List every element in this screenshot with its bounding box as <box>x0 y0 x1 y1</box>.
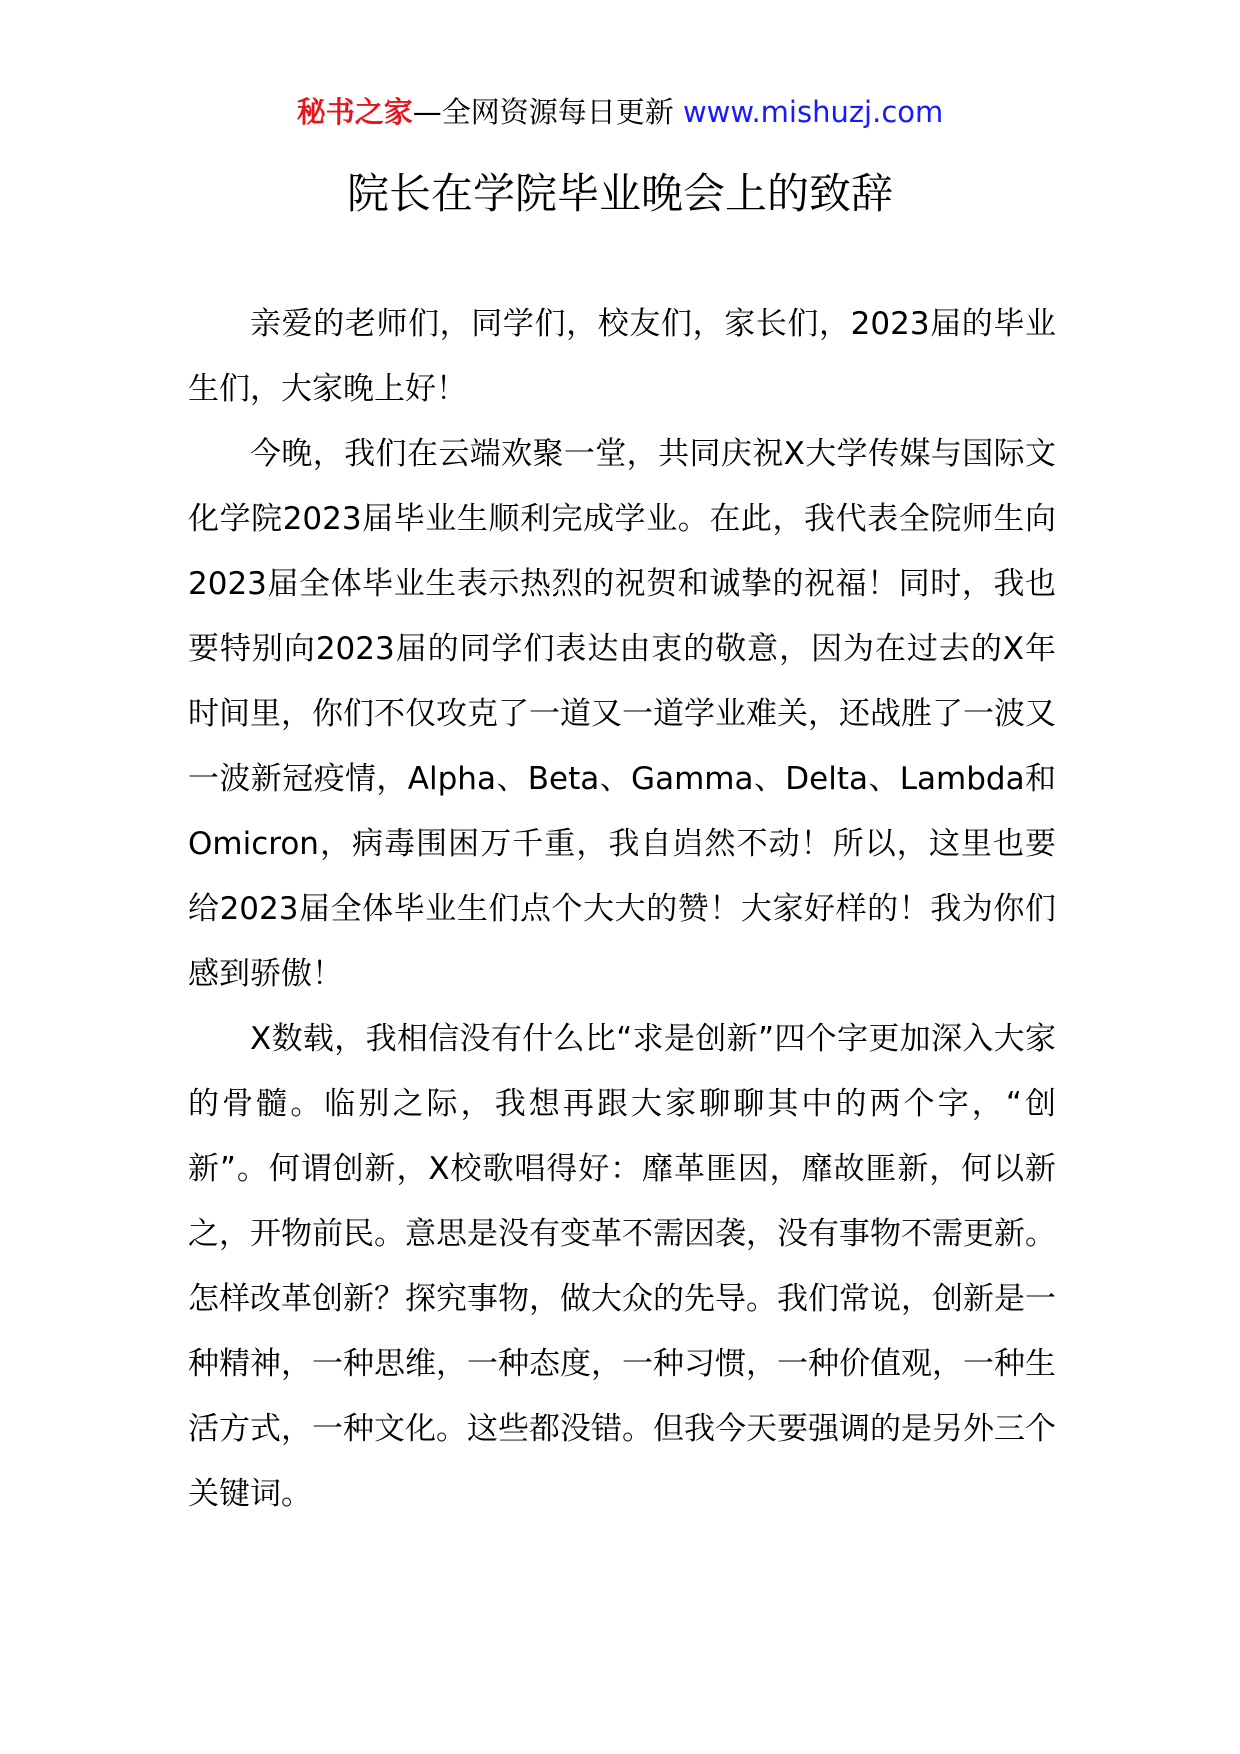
brand-name: 秘书之家 <box>296 95 413 129</box>
document-body <box>188 292 1056 1527</box>
header-tagline: —全网资源每日更新 <box>412 95 683 129</box>
document-title: 院长在学院毕业晚会上的致辞 <box>346 169 893 218</box>
paragraph-innovation: X数载，我相信没有什么比“求是创新”四个字更加深入大家的骨髓。临别之际，我想再跟大家聊聊其中的两个字，“创新”。何谓创新，X校歌唱得好：靡革匪因，靡故匪新，何以新之，开物前民。意思是没有变革不需因袭，没有事物不需更新。怎样改革创新？探究事物，做大众的先导。我们常说，创新是一种精神，一种思维，一种态度，一种习惯，一种价值观，一种生活方式，一种文化。这些都没错。但我今天要强调的是另外三个关键词。 <box>188 1021 1056 1512</box>
site-url-link[interactable]: www.mishuzj.com <box>682 95 944 129</box>
paragraph-congratulations: 今晚，我们在云端欢聚一堂，共同庆祝X大学传媒与国际文化学院2023届毕业生顺利完成学业。在此，我代表全院师生向2023届全体毕业生表示热烈的祝贺和诚挚的祝福！同时，我也要特别向2023届的同学们表达由衷的敬意，因为在过去的X年时间里，你们不仅攻克了一道又一道学业难关，还战胜了一波又一波新冠疫情，Alpha、Beta、Gamma、Delta、Lambda和Omicron，病毒围困万千重，我自岿然不动！所以，这里也要给2023届全体毕业生们点个大大的赞！大家好样的！我为你们感到骄傲！ <box>188 436 1056 992</box>
site-header <box>0 92 1240 132</box>
paragraph-greeting: 亲爱的老师们，同学们，校友们，家长们，2023届的毕业生们，大家晚上好！ <box>188 306 1056 407</box>
